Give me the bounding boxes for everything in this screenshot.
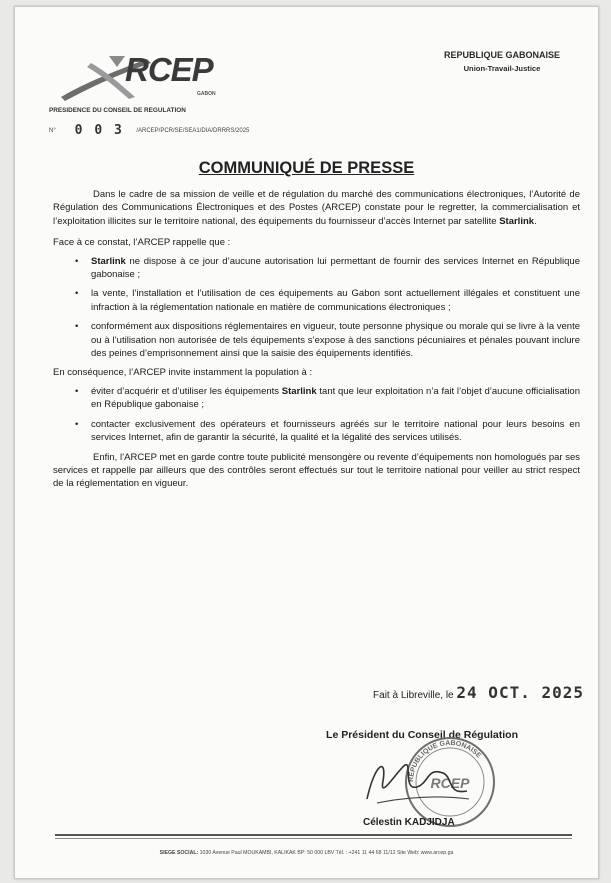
- reminder-text: ne dispose à ce jour d’aucune autorisation lui permettant de fournir des services Internet en République gabonaise ;: [91, 255, 580, 281]
- list-item: [91, 385, 580, 412]
- invitation-text-end: tant que leur exploitation n’a fait l’objet d’aucune officialisation en République gabonaise ;: [91, 385, 580, 411]
- republic-title: REPUBLIQUE GABONAISE: [443, 50, 560, 60]
- handwritten-signature-icon: [357, 751, 477, 811]
- president-title: Le Président du Conseil de Régulation: [326, 729, 518, 741]
- logo-subtitle: GABON: [197, 91, 216, 97]
- invitation-text: éviter d’acquérir et d’utiliser les équipements: [91, 385, 282, 397]
- document-body: [53, 188, 580, 491]
- intro-paragraph: [53, 188, 580, 228]
- intro-bold: Starlink: [499, 215, 535, 227]
- seal-logo: RCEP: [430, 775, 470, 791]
- republic-motto: Union-Travail-Justice: [463, 64, 541, 73]
- logo-wordmark: RCEP: [125, 51, 213, 88]
- consequence-heading: En conséquence, l’ARCEP invite instamment la population à :: [53, 367, 313, 379]
- republic-block: [444, 50, 560, 73]
- closing-paragraph: Enfin, l’ARCEP met en garde contre toute publicité mensongère ou revente d’équipements non homologués par ses services et rappelle par ailleurs que des contrôles seront effectués sur tout le territoire national pour veiller au strict respect de la réglementation en vigueur.: [53, 451, 580, 490]
- document-title: COMMUNIQUÉ DE PRESSE: [198, 159, 415, 177]
- date-line: [373, 683, 584, 702]
- intro-end: .: [534, 215, 537, 227]
- arcep-logo: [55, 53, 225, 105]
- place-label: Fait à Libreville, le: [373, 690, 454, 701]
- intro-text: Dans le cadre de sa mission de veille et de régulation du marché des communications électroniques, l’Autorité de Régulation des Communications Électroniques et des Postes (ARCEP) constate pour le regretter, la commercialisation et l’exploitation illicites sur le territoire national, des équipements du fournisseur d’accès Internet par satellite: [53, 189, 580, 227]
- seal-text: REPUBLIQUE GABONAISE: [407, 739, 483, 783]
- ref-code: /ARCEP/PCR/SE/SEA1/DIA/DRRRS/2025: [136, 128, 250, 134]
- reminder-list: [53, 255, 580, 361]
- footer-divider-thin: [55, 838, 572, 839]
- footer-address: [15, 850, 598, 856]
- reminder-text: conformément aux dispositions réglementaires en vigueur, toute personne physique ou morale qui se livre à la vente ou à l’utilisation non autorisée de tels équipements s’expose à des sanctions pécuniaires et pénales pouvant inclure des peines d’emprisonnement ainsi que la saisie des équipements identifiés.: [91, 321, 581, 360]
- reminder-heading: Face à ce constat, l’ARCEP rappelle que :: [53, 237, 231, 249]
- list-item: [91, 287, 580, 314]
- list-item: [91, 255, 580, 282]
- ref-prefix: N°: [49, 128, 56, 134]
- footer-text: 1030 Avenue Paul MOUKAMBI, KALIKAK BP: 50 000 LBV Tél. : +241 11 44 68 11/12 Site Web: www.arcep.ga: [198, 850, 454, 856]
- presidence-label: PRESIDENCE DU CONSEIL DE REGULATION: [49, 107, 186, 114]
- invitation-list: [53, 385, 580, 445]
- ref-number: 0 0 3: [74, 123, 124, 138]
- stamp-date: 24 OCT. 2025: [456, 683, 584, 702]
- footer-label: SIEGE SOCIAL:: [159, 850, 199, 856]
- signer-name: Célestin KADJIDJA: [363, 817, 455, 828]
- reminder-bold: Starlink: [91, 255, 126, 267]
- footer-divider: [55, 834, 572, 836]
- reference-line: [49, 123, 249, 138]
- document-page: [14, 6, 599, 879]
- reminder-text: la vente, l’installation et l’utilisation de ces équipements au Gabon sont actuellement illégales et constituent une infraction à la réglementation nationale en matière de communications électroniques ;: [91, 288, 580, 313]
- invitation-text: contacter exclusivement des opérateurs et fournisseurs agréés sur le territoire national pour leurs besoins en services Internet, afin de garantir la sécurité, la qualité et la légalité des services utilisés.: [91, 418, 580, 444]
- invitation-bold: Starlink: [281, 385, 317, 397]
- list-item: [91, 418, 580, 445]
- list-item: [91, 320, 580, 360]
